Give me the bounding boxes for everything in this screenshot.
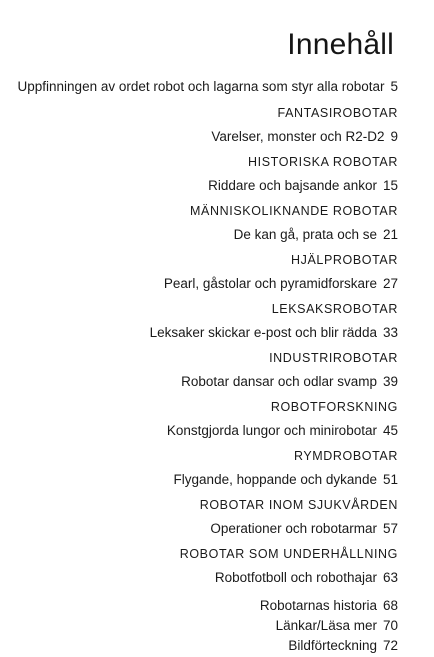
toc-page-number: 15: [382, 178, 398, 193]
toc-page-number: 63: [382, 570, 398, 585]
toc-section-heading: HJÄLPROBOTAR: [291, 253, 398, 267]
toc-section-heading: MÄNNISKOLIKNANDE ROBOTAR: [190, 204, 398, 218]
toc-section-heading: ROBOTAR INOM SJUKVÅRDEN: [199, 498, 398, 512]
toc-entry: [0, 373, 398, 391]
toc-entry: [0, 177, 398, 195]
toc-page-number: 39: [382, 374, 398, 389]
toc-section: [0, 154, 398, 195]
toc-entry-text: Robotarnas historia: [259, 598, 377, 613]
toc-page-number: 57: [382, 521, 398, 536]
toc-entry-text: Robotar dansar och odlar svamp: [181, 374, 377, 389]
toc-entry-text: Robotfotboll och robothajar: [214, 570, 377, 585]
toc-appendix-list: [0, 597, 398, 655]
toc-section-heading: ROBOTAR SOM UNDERHÅLLNING: [179, 547, 398, 561]
toc-entry-text: Länkar/Läsa mer: [275, 618, 377, 633]
toc-intro-entry: [0, 78, 398, 96]
table-of-contents: [0, 78, 398, 657]
toc-section-heading: LEKSAKSROBOTAR: [271, 302, 398, 316]
toc-section-heading: FANTASIROBOTAR: [277, 106, 398, 120]
toc-page-number: 21: [382, 227, 398, 242]
toc-page-number: 45: [382, 423, 398, 438]
toc-entry-text: Riddare och bajsande ankor: [208, 178, 377, 193]
toc-page-number: 9: [390, 129, 398, 144]
toc-section: [0, 350, 398, 391]
toc-section: [0, 546, 398, 587]
toc-entry: [0, 226, 398, 244]
toc-appendix-entry: [0, 637, 398, 655]
toc-entry: [0, 520, 398, 538]
toc-page-number: 70: [382, 618, 398, 633]
toc-entry-text: Varelser, monster och R2-D2: [211, 129, 385, 144]
toc-section: [0, 203, 398, 244]
toc-section: [0, 301, 398, 342]
toc-section: [0, 497, 398, 538]
toc-entry-text: Operationer och robotarmar: [210, 521, 377, 536]
toc-entry-text: Konstgjorda lungor och minirobotar: [166, 423, 377, 438]
toc-entry: [0, 324, 398, 342]
toc-section-heading: ROBOTFORSKNING: [270, 400, 398, 414]
toc-page-number: 5: [390, 79, 398, 94]
toc-section: [0, 399, 398, 440]
toc-section-heading: HISTORISKA ROBOTAR: [248, 155, 398, 169]
toc-entry-text: Leksaker skickar e-post och blir räddа: [149, 325, 377, 340]
toc-page-number: 51: [382, 472, 398, 487]
toc-entry: [0, 422, 398, 440]
toc-appendix-entry: [0, 617, 398, 635]
toc-section-heading: INDUSTRIROBOTAR: [269, 351, 398, 365]
toc-entry: [0, 471, 398, 489]
page-title: Innehåll: [287, 28, 394, 61]
toc-page-number: 27: [382, 276, 398, 291]
toc-entry: [0, 128, 398, 146]
toc-entry-text: Uppfinningen av ordet robot och lagarna som styr alla robotar: [17, 79, 385, 94]
toc-section: [0, 105, 398, 146]
toc-section: [0, 448, 398, 489]
toc-entry-text: De kan gå, prata och se: [233, 227, 377, 242]
toc-section: [0, 252, 398, 293]
toc-page-number: 68: [382, 598, 398, 613]
toc-entry-text: Flygande, hoppande och dykande: [173, 472, 377, 487]
toc-entry-text: Bildförteckning: [288, 638, 377, 653]
toc-section-heading: RYMDROBOTAR: [293, 449, 398, 463]
toc-entry-text: Pearl, gåstolar och pyramidforskare: [163, 276, 377, 291]
toc-page-number: 33: [382, 325, 398, 340]
toc-page-number: 72: [382, 638, 398, 653]
toc-entry: [0, 569, 398, 587]
toc-entry: [0, 275, 398, 293]
